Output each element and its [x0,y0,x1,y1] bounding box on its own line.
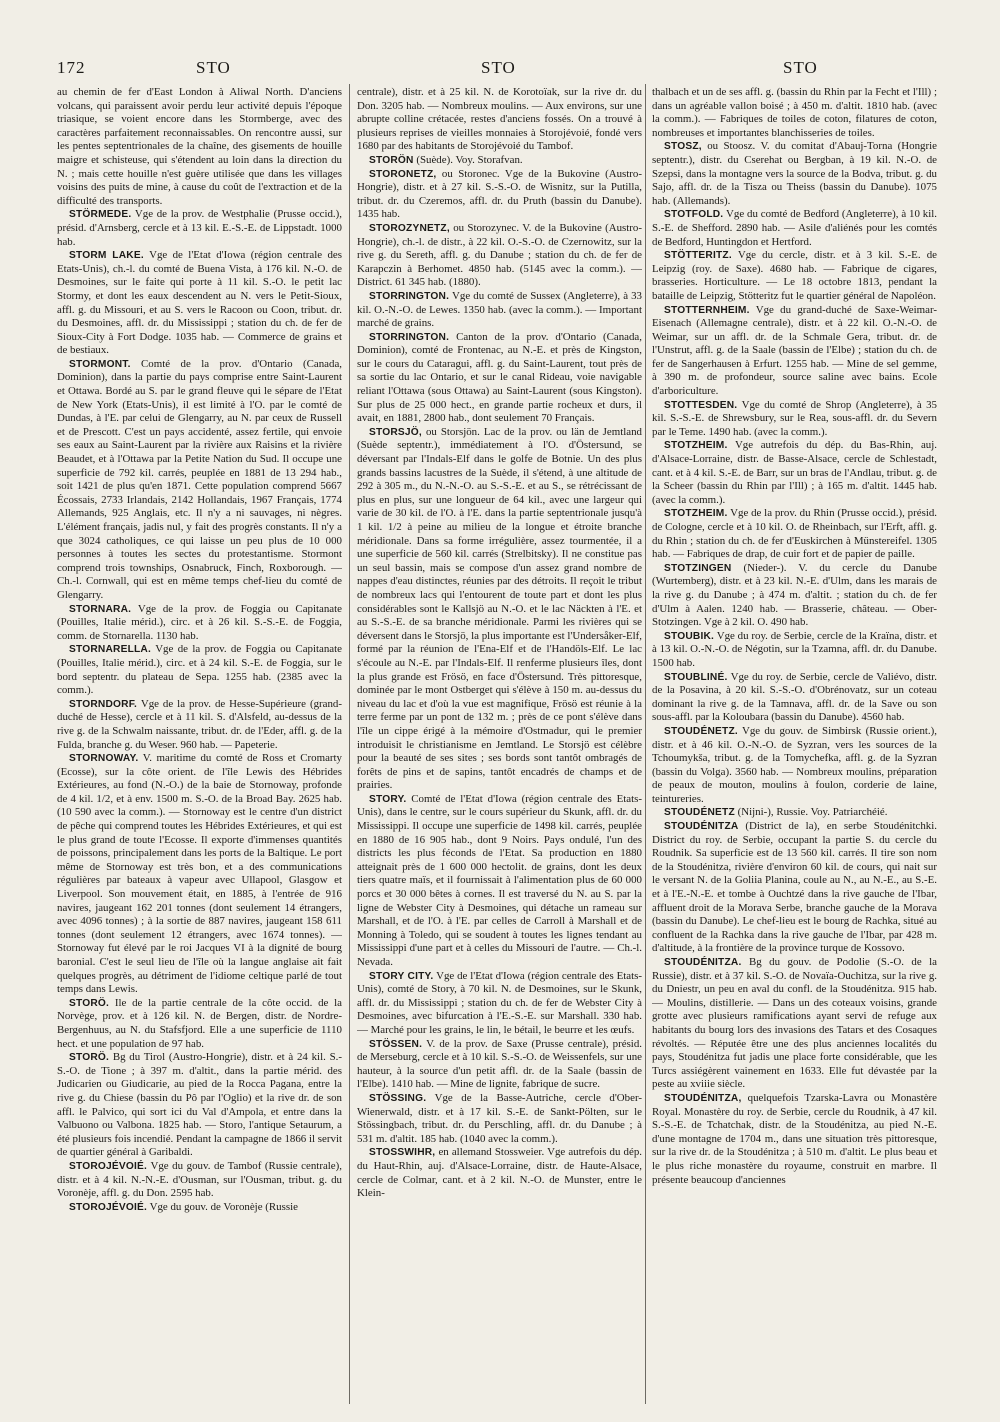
text-column-2 [357,86,642,1406]
dictionary-entry [357,793,642,970]
entry-text: (District de la), en serbe Stoudénitchki. District du roy. de Serbie, occupant la partie S. du cercle du Roudnik. Sa superficie est de 13 560 kil. carrés. Il tire son nom de la Stoudénitza, rivière d'environ 60 kil. de cours, qui nait sur le versant N. de la Goliia Planina, coule au N., au N.-E., au S.-E. et à l'E.-N.-E. et tombe à Ouchtzé dans la rive gauche de l'Ibar, affluent droit de la Morava Serbe, branche gauche de la Morava (bassin du Danube). Le chef-lieu est le bourg de Rachka, situé au confluent de la Rachka dans la rive gauche de l'Ibar, par 428 m. d'altitude, à la frontière de la province turque de Kossovo. [652,820,937,955]
entry-headword: STÖSSEN. [369,1038,423,1050]
dictionary-entry [652,820,937,956]
entry-headword: STÖSSING. [369,1092,427,1104]
entry-headword: STORM LAKE. [69,250,144,262]
entry-text: Vge du comté de Sussex (Angleterre), à 33 kil. O.-N.-O. de Lewes. 1350 hab. (avec la comm.). — Important marché de grains. [357,289,642,330]
dictionary-entry [652,399,937,440]
entry-headword: STOUBIK. [664,630,715,642]
entry-headword: STOTTESDEN. [664,399,738,411]
dictionary-entry [652,86,937,140]
entry-headword: STORY. [369,793,407,805]
entry-headword: STOUDÉNETZ [664,807,735,819]
dictionary-entry [652,630,937,671]
entry-text: Vge de la Basse-Autriche, cercle d'Ober-Wienerwald, distr. et à 17 kil. S.-E. de Sankt-Pölten, sur le Stössingbach, tribut. dr. du Perschling, affl. dr. du Danube ; à 531 m. d'altit. 185 hab. (1040 avec la comm.). [357,1091,642,1145]
dictionary-entry [357,86,642,154]
dictionary-entry [57,752,342,997]
entry-headword: STORÖ. [69,997,110,1009]
dictionary-entry [57,1201,342,1215]
dictionary-entry [357,1038,642,1092]
entry-text: Vge du comté de Shrop (Angleterre), à 35 kil. S.-S.-E. de Shrewsbury, sur le Rea, sous-affl. dr. du Severn par le Teme. 1490 hab. (avec la comm.). [652,398,937,438]
dictionary-entry [652,725,937,807]
column-divider [645,84,646,1404]
dictionary-entry [652,304,937,399]
entry-text: Vge de la prov. de Hesse-Supérieure (grand-duché de Hesse), cercle et à 11 kil. S. d'Alsfeld, au-dessus de la rive g. de la Schwalm naissante, tribut. dr. de l'Eder, affl. g. de la Fulda, branche g. du Weser. 960 hab. — Papeterie. [57,697,342,751]
dictionary-entry [57,643,342,697]
column-divider [349,84,350,1404]
entry-headword: STÖRMEDE. [69,209,132,221]
entry-text: Vge de l'Etat d'Iowa (région centrale des Etats-Unis), comté de Story, à 70 kil. N. de Desmoines, sur le Skunk, affl. dr. du Mississippi ; station du ch. de fer de Webster City à Desmoines, avec bifurcation à l'E.-S.-E. sur Marshall. 330 hab. — Marché pour les grains, le lin, le bétail, le beurre et les œufs. [357,969,642,1036]
entry-headword: STOTFOLD. [664,209,724,221]
dictionary-entry [57,698,342,752]
entry-headword: STORÖN [369,154,414,166]
dictionary-entry [652,140,937,208]
entry-headword: STOSZ, [664,141,702,153]
running-head-center: STO [481,58,516,77]
page-number: 172 [57,58,86,77]
entry-text: Vge du grand-duché de Saxe-Weimar-Eisenach (Allemagne centrale), distr. et à 22 kil. O.-N.-O. de Weimar, sur un affl. dr. de la Schmale Gera, tribut. dr. de l'Unstrut, affl. g. de la Saale (bassin de l'Elbe) ; station du ch. de fer de Sangerhausen à Erfurt. 1255 hab. — Mine de sel gemme, à 390 m. de profondeur, source saline avec bains. Ecole d'arboriculture. [652,303,937,398]
dictionary-entry [652,507,937,561]
dictionary-entry [357,426,642,793]
entry-text: centrale), distr. et à 25 kil. N. de Korotoïak, sur la rive dr. du Don. 3205 hab. — Nombreux moulins. — Aux environs, sur une abrupte colline crétacée, restes d'anciens fossés. On a trouvé à plusieurs reprises de vieilles monnaies à Storojévoié, fondé vers 1680 par des habitants de Storojévoié du Tambof. [357,86,642,153]
entry-headword: STORÖ. [69,1052,110,1064]
entry-headword: STOTZHEIM. [664,508,728,520]
dictionary-entry [57,1160,342,1201]
dictionary-entry [652,249,937,303]
dictionary-entry [652,806,937,820]
entry-text: Vge du comté de Bedford (Angleterre), à 10 kil. S.-E. de Shefford. 2890 hab. — Asile d'aliénés pour les comtés de Bedford, Huntingdon et Hertford. [652,208,937,248]
dictionary-entry [652,1092,937,1187]
entry-text: au chemin de fer d'East London à Aliwal North. D'anciens volcans, qui paraissent avoir perdu leur activité depuis l'époque triasique, se voient encore dans les Stormberge, avec des caractères parfaitement reconnaissables. On rencontre aussi, sur les pentes septentrionales de la chaîne, des gisements de houille maigre et schisteuse, qui s'étendent au loin dans la direction du N. ; mais cette houille n'est guère utilisée que dans les villages voisins des puits de mine, à cause du coût de l'extraction et de la difficulté des transports. [57,86,342,207]
dictionary-entry [357,222,642,290]
dictionary-entry [57,358,342,603]
dictionary-entry [57,208,342,249]
entry-text: Vge autrefois du dép. du Bas-Rhin, auj. d'Alsace-Lorraine, distr. de Basse-Alsace, cercle de Schlestadt, cant. et à 4 kil. S.-E. de Barr, sur un bras de l'Andlau, tribut. g. de la Scheer (bassin du Rhin par l'Ill) ; à 165 m. d'altit. 1445 hab. (avec la comm.). [652,439,937,506]
entry-headword: STORRINGTON. [369,290,450,302]
entry-headword: STORONETZ, [369,168,437,180]
entry-headword: STOTZHEIM. [664,440,728,452]
entry-text: Vge du roy. de Serbie, cercle de la Kraïna, distr. et à 13 kil. O.-N.-O. de Négotin, sur la Tzamna, affl. dr. du Danube. 1500 hab. [652,629,937,669]
entry-headword: STOSSWIHR, [369,1147,436,1159]
entry-text: thalbach et un de ses affl. g. (bassin du Rhin par la Fecht et l'Ill) ; dans un agréable vallon boisé ; à 450 m. d'altit. 1810 hab. (avec la comm.). — Fabriques de toiles de coton, filatures de coton, nombreuses et importantes blanchisseries de toiles. [652,86,937,139]
entry-text: Vge de l'Etat d'Iowa (région centrale des Etats-Unis), ch.-l. du comté de Buena Vista, à 176 kil. N.-O. de Desmoines, sur le faite qui porte à 11 kil. S.-O. le petit lac Stormy, et dont les eaux descendent au N. vers le Petit-Sioux, affl. g. du Missouri, et au S. vers le Racoon ou Coon, tribut. dr. du Desmoines, affl. dr. du Mississippi ; station du ch. de fer de Sioux-City à Fort Dodge. 1035 hab. — Commerce de grains et de bestiaux. [57,249,342,357]
entry-text: Vge de la prov. de Westphalie (Prusse occid.), présid. d'Arnsberg, cercle et à 13 kil. E.-S.-E. de Lippstadt. 1000 hab. [57,208,342,248]
entry-text: Vge du gouv. de Voronèje (Russie [149,1200,298,1213]
entry-headword: STORSJÖ, [369,426,422,438]
entry-text: Canton de la prov. d'Ontario (Canada, Dominion), comté de Frontenac, au N.-E. et près de Kingston, sur le cours du Cataragui, affl. g. du Saint-Laurent, tout près de sa sortie du lac Ontario, et sur le canal Rideau, voie navigable reliant l'Ottawa (sous Ottawa) au Saint-Laurent (sous Kingston). Sur plus de 25 000 hect., en grande partie rocheux et durs, il avait, en 1881, 2800 hab., dont seulement 70 Français. [357,330,642,425]
entry-headword: STORNARA. [69,603,132,615]
dictionary-entry [57,249,342,358]
text-column-1 [57,86,342,1406]
entry-text: Vge de la prov. du Rhin (Prusse occid.), présid. de Cologne, cercle et à 10 kil. O. de Rheinbach, sur l'Erft, affl. g. du Rhin ; station du ch. de fer d'Euskirchen à Münstereifel. 1305 hab. — Fabriques de drap, de cuir fort et de papier de paille. [652,507,937,561]
running-head-left: STO [196,58,231,77]
entry-text: (Nijni-), Russie. Voy. Patriarchéié. [737,806,888,819]
entry-text: Comté de la prov. d'Ontario (Canada, Dominion), dans la partie du pays comprise entre Saint-Laurent et Ottawa. Bordé au S. par le grand fleuve qui le sépare de l'Etat de New York (Etats-Unis), il est limité à l'O. par le comté de Dundas, à l'E. par celui de Glengarry, au N. par ceux de Russell et de Prescott. C'est un pays accidenté, assez fertile, qui envoie ses eaux au Saint-Laurent par la rivière aux Raisins et la rivière Beaudet, et à l'Ottawa par la Petite Nation du Sud. Il occupe une superficie de 792 kil. carrés, peuplée en 1881 de 13 294 hab., soit 1421 de plus qu'en 1871. Cette population comprend 5667 Écossais, 2733 Irlandais, 2142 Hollandais, 1967 Français, 1774 Allemands, 925 Anglais, etc. Il n'y a ni sauvages, ni nègres. L'élément français, jadis nul, y fait des progrès constants. Il n'y a que 3024 catholiques, ce qui laisse un peu plus de 10 000 personnes à toutes les sectes du protestantisme. Stormont comprend trois townships, Osnabruck, Finch, Roxborough. — Ch.-l. Cornwall, qui est en même temps chef-lieu du comté de Glengarry. [57,357,342,601]
entry-text: ou Storozynec. V. de la Bukovine (Austro-Hongrie), ch.-l. de distr., à 22 kil. O.-S.-O. de Czernowitz, sur la rive g. du Sereth, affl. g. du Danube ; station du ch. de fer de Karapczin à Berhomet. 4850 hab. (5145 avec la comm.). — District. 61 345 hab. (1880). [357,221,642,289]
entry-text: Bg du gouv. de Podolie (S.-O. de la Russie), distr. et à 37 kil. S.-O. de Novaïa-Ouchitza, sur la rive g. du Dniestr, un peu en aval du confl. de la Stoudénitza. 915 hab. — Moulins, distillerie. — Dans un des coteaux voisins, grande grotte avec plusieurs ramifications ayant servi de refuge aux habitants du bourg lors des invasions des Tatars et des Cosaques révoltés. — Réputée être une des plus anciennes localités du pays, Stoudénitza fut jadis une place forte considérable, que les Turcs assiégèrent vainement en 1633. Elle fut dévastée par la peste au xviiie siècle. [652,956,937,1091]
entry-headword: STORY CITY. [369,970,434,982]
dictionary-entry [57,1051,342,1160]
running-head-right: STO [783,58,818,77]
dictionary-entry [57,86,342,208]
entry-text: Ile de la partie centrale de la côte occid. de la Norvège, prov. et à 126 kil. N. de Bergen, distr. de Nordre-Bergenhuus, au N. du Stafsfjord. Elle a une superficie de 1110 hect. et une population de 97 hab. [57,996,342,1050]
entry-text: ou Stoosz. V. du comitat d'Abauj-Torna (Hongrie septentr.), distr. du Cserehat ou Bergban, à 19 kil. N.-O. de Szepsi, dans la montagne vers la source de la Bodva, tribut. g. du Sajo, affl. dr. de la Tisza ou Theiss (bassin du Danube). 1075 hab. (Allemands). [652,140,937,207]
entry-text: en allemand Stossweier. Vge autrefois du dép. du Haut-Rhin, auj. d'Alsace-Lorraine, distr. de Haute-Alsace, cercle de Colmar, cant. et à 2 kil. N.-O. de Munster, entre le Klein- [357,1146,642,1200]
entry-headword: STOUBLINÉ. [664,671,728,683]
entry-text: Comté de l'Etat d'Iowa (région centrale des Etats-Unis), dans le centre, sur le cours supérieur du Skunk, affl. dr. du Mississippi. Il occupe une superficie de 1498 kil. carrés, peuplée en 1880 de 16 905 hab., dont 9 Noirs. Pays ondulé, l'un des districts les plus féconds de l'Etat. Sa production en 1880 atteignait près de 1 600 000 hectolit. de grains, dont les deux tiers quatre maïs, et il fournissait à l'alimentation plus de 60 000 porcs et 30 000 bêtes à cornes. Il est traversé du N. au S. par la ligne de Webster City à Desmoines, qui détache un rameau sur Marshall, et de l'O. à l'E. par celles de Carroll à Marshall et de Monning à Toledo, qui se soudent à toutes les lignes tendant au Mississippi d'une part et à celles du Missouri de l'autre. — Ch.-l. Nevada. [357,792,642,968]
dictionary-entry [57,997,342,1051]
entry-text: (Suède). Voy. Storafvan. [416,153,523,166]
dictionary-entry [357,154,642,168]
entry-headword: STOUDÉNETZ. [664,725,738,737]
entry-headword: STOTZINGEN [664,562,732,574]
entry-text: (Nieder-). V. du cercle du Danube (Wurtemberg), distr. et à 23 kil. N.-E. d'Ulm, dans les marais de la rive g. du Danube ; à 474 m. d'altit. ; station du ch. de fer d'Ulm à Aalen. 1240 hab. — Brasserie, château. — Ober-Stotzingen. Vge à 2 kil. O. 490 hab. [652,561,937,629]
entry-text: Vge du gouv. de Tambof (Russie centrale), distr. et à 4 kil. N.-N.-E. d'Ousman, sur l'Ousman, tribut. g. du Voronèje, affl. g. du Don. 2595 hab. [57,1159,342,1200]
entry-headword: STOROJÉVOIÉ. [69,1160,148,1172]
dictionary-entry [357,290,642,331]
entry-headword: STORMONT. [69,358,131,370]
entry-headword: STORNARELLA. [69,644,152,656]
entry-headword: STÖTTERITZ. [664,250,732,262]
dictionary-entry [652,562,937,630]
entry-headword: STOUDÉNITZA. [664,957,742,968]
entry-headword: STOUDÉNITZA, [664,1092,742,1104]
dictionary-entry [57,603,342,644]
entry-text: quelquefois Tzarska-Lavra ou Monastère Royal. Monastère du roy. de Serbie, cercle du Roudnik, à 47 kil. S.-S.-E. de Tchatchak, distr. de la Stoudénitza, au pied N.-E. d'une montagne de 1704 m., dans une situation très pittoresque, sur la rive dr. de la Stoudénitza ; à 510 m. d'altit. Le plus beau et le plus riche monastère du royaume, construit en marbre. Il présente beaucoup d'anciennes [652,1091,937,1186]
entry-headword: STOROZYNETZ, [369,222,450,234]
dictionary-entry [357,1146,642,1200]
entry-headword: STOUDÉNITZA [664,821,739,833]
entry-text: ou Storsjön. Lac de la prov. ou län de Jemtland (Suède septentr.), immédiatement à l'O. d'Östersund, se déversant par l'Indals-Elf dans le golfe de Botnie. Un des plus grands bassins lacustres de la Suède, il s'étend, à une altitude de 292 à 305 m., du N.-N.-O. au S.-S.-E. et au S., se rétrécissant de plus en plus, sur une longueur de 64 kil., avec une largeur qui varie de 30 kil. de l'O. à l'E. dans la partie septentrionale jusqu'à 1 kil. 1/2 à peine au milieu de la longue et étroite branche méridionale. Dans sa forme irrégulière, assez tourmentée, il a une superficie de 560 kil. carrés (Strelbitsky). Il ne constitue pas un seul bassin, mais se compose d'un assez grand nombre de nappes d'eau distinctes, réunies par des détroits. Il reçoit le tribut de nombreux lacs qui l'entourent de toute part et dont les plus considérables sont le Kallsjö au N.-O. et le lac Näckten à l'E. et au S.-S.-E. de sa branche méridionale. Parmi les rivières qui se déversent dans le Storsjö, la plus importante est l'Undersåker-Elf, formé par la réunion de l'Ena-Elf et de l'Handöls-Elf. Le lac s'écoule au N.-E. par l'Indals-Elf. Il renferme plusieurs îles, dont la plus grande est Frösö, en face d'Östersund. Très pittoresque, dominée par le mont Ostberget qui s'élève à 150 m. au-dessus du niveau du lac et d'où la vue est magnifique, Frösö est réunie à la terre ferme par un pont de 132 m. ; près de ce pont s'élève dans l'île un cippe érigé à la mémoire d'Ostmadur, qui le premier introduisit le christianisme en Jemtland. Le Storsjö est célèbre pour la beauté de ses sites ; ses bords sont tantôt ombragés de forêts de pins et de sapins, tantôt encadrés de champs et de prairies. [357,425,642,792]
entry-headword: STOTTERNHEIM. [664,304,750,316]
entry-headword: STORRINGTON. [369,331,450,343]
entry-text: Bg du Tirol (Austro-Hongrie), distr. et à 24 kil. S.-S.-O. de Tione ; à 397 m. d'altit., dans la partie mérid. des Judicarien ou Giudicarie, au pied de la Rocca Pagana, entre la rive g. du Chiese (bassin du Pô par l'Oglio) et la rive dr. de son affl. le Palvico, qui sort ici du Val d'Ampola, et entre dans la Valbuono ou Valbona. 1825 hab. — Storo, l'antique Setaurum, a été plusieurs fois incendié. Pendant la campagne de 1866 il servit de quartier général à Garibaldi. [57,1051,342,1159]
entry-headword: STOROJÉVOIÉ. [69,1201,148,1213]
dictionary-entry [357,331,642,426]
dictionary-entry [357,970,642,1038]
entry-text: Vge du roy. de Serbie, cercle de Valiévo, distr. de la Posavina, à 20 kil. S.-S.-O. d'Obrénovatz, sur un coteau dominant la rive g. de la Tamnava, affl. dr. de la Save ou son sous-affl. par la Koloubara (bassin du Danube). 4560 hab. [652,670,937,724]
entry-text: Vge du gouv. de Simbirsk (Russie orient.), distr. et à 46 kil. O.-N.-O. de Syzran, vers les sources de la Tchoumykša, tribut. g. de la Tomychefka, affl. g. de la Syzran (bassin du Volga). 3560 hab. — Nombreux moulins, préparation de peaux de mouton, moulins à foulon, corderie de laine, teintureries. [652,724,937,805]
dictionary-entry [652,956,937,1092]
entry-text: Vge du cercle, distr. et à 3 kil. S.-E. de Leipzig (roy. de Saxe). 4680 hab. — Fabrique de cigares, brasseries. Horticulture. — Le 18 octobre 1813, pendant la bataille de Leipzig, Stötteritz fut le quartier général de Napoléon. [652,249,937,302]
dictionary-entry [357,1092,642,1146]
dictionary-entry [357,168,642,222]
entry-text: V. de la prov. de Saxe (Prusse centrale), présid. de Merseburg, cercle et à 10 kil. S.-S.-O. de Weissenfels, sur une hauteur, à la source d'un petit affl. dr. de la Saale (bassin de l'Elbe). 1410 hab. — Mine de lignite, fabrique de sucre. [357,1037,642,1091]
dictionary-entry [652,208,937,249]
dictionary-entry [652,671,937,725]
entry-text: ou Storonec. Vge de la Bukovine (Austro-Hongrie), distr. et à 27 kil. S.-S.-O. de Wisnitz, sur la Putilla, tribut. dr. du Czeremos, affl. dr. du Pruth (bassin du Danube). 1435 hab. [357,167,642,221]
entry-text: Vge de la prov. de Foggia ou Capitanate (Pouilles, Italie mérid.), circ. et à 24 kil. S.-E. de Foggia, sur le bord septentr. du plateau de Sepa. 1255 hab. (2385 avec la comm.). [57,643,342,697]
entry-headword: STORNOWAY. [69,753,139,765]
text-column-3 [652,86,937,1406]
entry-text: V. maritime du comté de Ross et Cromarty (Ecosse), sur la côte orient. de l'île Lewis des Hébrides Extérieures, au fond (N.-O.) de la baie de Stornoway, profonde de 4 kil. 1/2, et à env. 1500 m. S.-O. de la Broad Bay. 2625 hab. (10 590 avec la comm.). — Stornoway est le centre d'un district de pêche qui comprend toutes les Hébrides Extérieures, et qui est le plus grand de toute l'Ecosse. Il exporte d'immenses quantités de poissons, principalement dans les ports de la Baltique. Le port même de Stornoway est très bon, et a des communications régulières par bateaux à vapeur avec Ullapool, Glasgow et Liverpool. Son mouvement était, en 1885, à l'entrée de 916 navires, jaugeant 162 201 tonnes (dont seulement 14 étrangers, avec 4096 tonnes) ; à la sortie de 887 navires, jaugeant 158 611 tonnes (dont seulement 12 étrangers, avec 1674 tonnes). — Stornoway fut élevé par le roi Jacques VI à la dignité de bourg baronial. C'est le seul lieu de l'île où la langue anglaise ait fait quelques progrès, au détriment de l'idiome celtique parlé de tout temps dans Lewis. [57,752,342,996]
entry-text: Vge de la prov. de Foggia ou Capitanate (Pouilles, Italie mérid.), circ. et à 26 kil. S.-S.-E. de Foggia, comm. de Stornarella. 1130 hab. [57,602,342,642]
entry-headword: STORNDORF. [69,698,138,710]
dictionary-entry [652,439,937,507]
